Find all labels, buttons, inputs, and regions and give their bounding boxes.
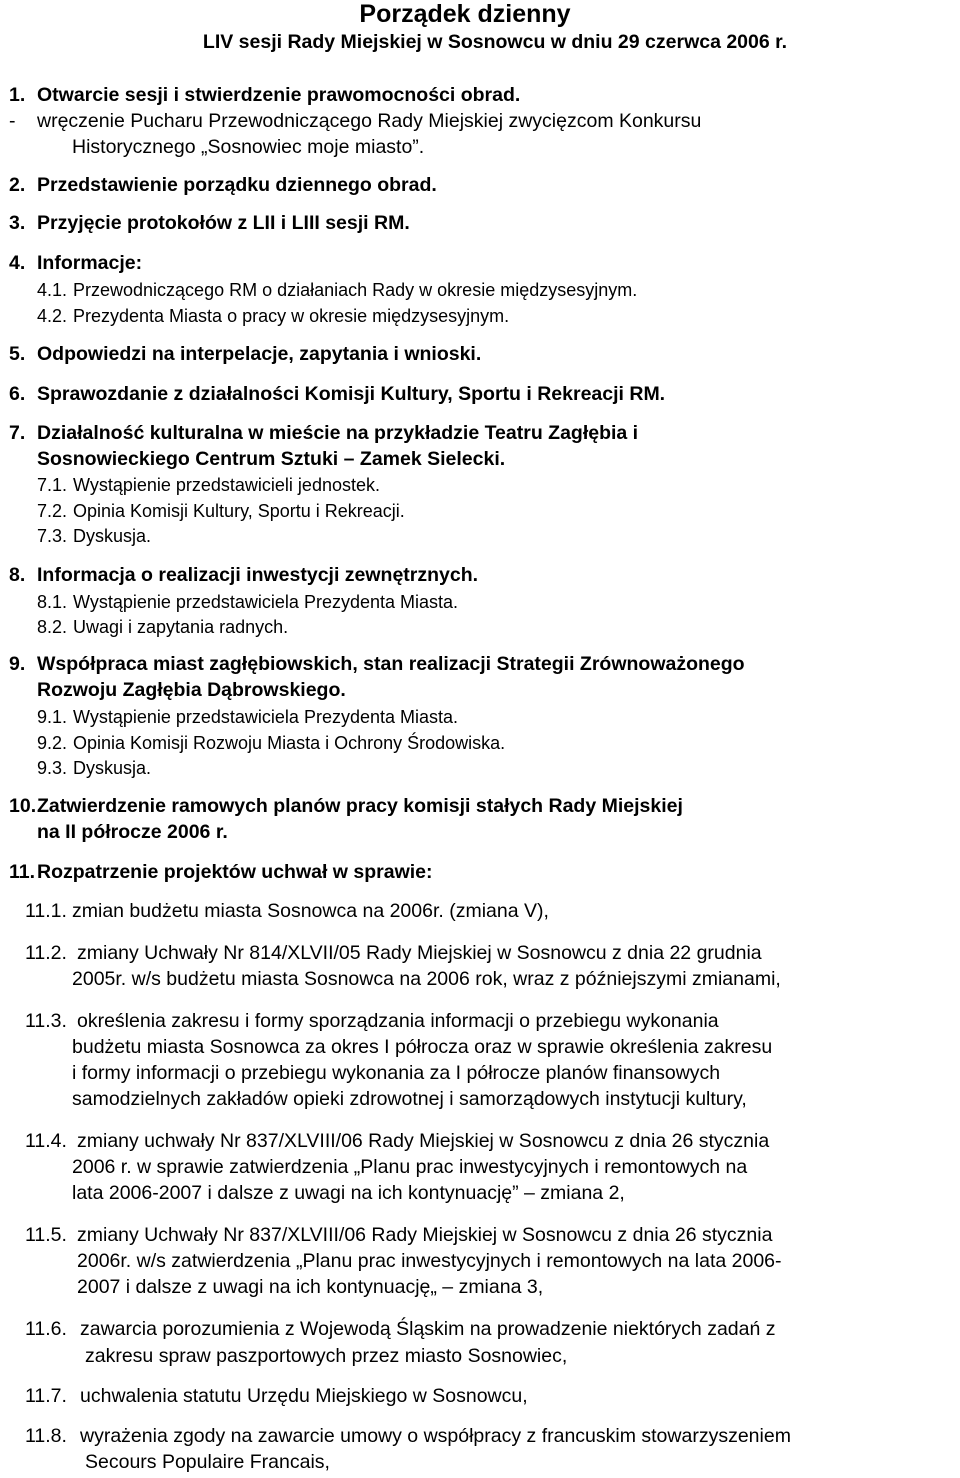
item-7-line-2: Sosnowieckiego Centrum Sztuki – Zamek Sielecki. [37, 448, 506, 470]
item-11-6-line-1: zawarcia porozumienia z Wojewodą Śląskim na prowadzenie niektórych zadań z [80, 1318, 776, 1340]
item-7-1-text: Wystąpienie przedstawicieli jednostek. [73, 475, 380, 495]
item-10-number: 10. [9, 795, 37, 817]
item-6-number: 6. [9, 383, 26, 405]
item-11-5-number: 11.5. [25, 1224, 67, 1246]
item-8-1-number: 8.1. [37, 592, 68, 612]
item-8-text: Informacja o realizacji inwestycji zewnętrznych. [37, 564, 479, 586]
item-3-text: Przyjęcie protokołów z LII i LIII sesji RM. [37, 212, 410, 234]
item-10-line-1: Zatwierdzenie ramowych planów pracy komisji stałych Rady Miejskiej [37, 795, 683, 817]
item-1-dash: - [9, 110, 16, 132]
item-7-number: 7. [9, 422, 26, 444]
item-11-1-text: zmian budżetu miasta Sosnowca na 2006r. (zmiana V), [72, 900, 549, 922]
item-4-1-number: 4.1. [37, 280, 68, 300]
item-11-3-number: 11.3. [25, 1010, 67, 1032]
item-9-3-number: 9.3. [37, 758, 68, 778]
item-8-2-text: Uwagi i zapytania radnych. [73, 617, 289, 637]
item-11-8-line-1: wyrażenia zgody na zawarcie umowy o współpracy z francuskim stowarzyszeniem [80, 1425, 791, 1447]
item-11-4-line-1: zmiany uchwały Nr 837/XLVIII/06 Rady Miejskiej w Sosnowcu z dnia 26 stycznia [77, 1130, 770, 1152]
item-8-1-text: Wystąpienie przedstawiciela Prezydenta Miasta. [73, 592, 459, 612]
item-1-sub-line-2: Historycznego „Sosnowiec moje miasto”. [72, 136, 425, 158]
item-2-number: 2. [9, 174, 26, 196]
item-1-number: 1. [9, 84, 26, 106]
item-9-1-number: 9.1. [37, 707, 68, 727]
item-7-line-1: Działalność kulturalna w mieście na przykładzie Teatru Zagłębia i [37, 422, 639, 444]
item-9-line-1: Współpraca miast zagłębiowskich, stan realizacji Strategii Zrównoważonego [37, 653, 745, 675]
item-11-7-number: 11.7. [25, 1385, 67, 1407]
item-11-5-line-2: 2006r. w/s zatwierdzenia „Planu prac inwestycyjnych i remontowych na lata 2006- [77, 1250, 782, 1272]
item-8-number: 8. [9, 564, 26, 586]
item-11-4-number: 11.4. [25, 1130, 67, 1152]
item-6-text: Sprawozdanie z działalności Komisji Kultury, Sportu i Rekreacji RM. [37, 383, 666, 405]
item-11-4-line-2: 2006 r. w sprawie zatwierdzenia „Planu prac inwestycyjnych i remontowych na [72, 1156, 748, 1178]
item-5-text: Odpowiedzi na interpelacje, zapytania i wnioski. [37, 343, 482, 365]
item-11-3-line-4: samodzielnych zakładów opieki zdrowotnej i samorządowych instytucji kultury, [72, 1088, 747, 1110]
item-5-number: 5. [9, 343, 26, 365]
item-10-line-2: na II półrocze 2006 r. [37, 821, 228, 843]
item-11-5-line-3: 2007 i dalsze z uwagi na ich kontynuację„ – zmiana 3, [77, 1276, 544, 1298]
item-11-text: Rozpatrzenie projektów uchwał w sprawie: [37, 861, 433, 883]
item-8-2-number: 8.2. [37, 617, 68, 637]
item-7-3-text: Dyskusja. [73, 526, 152, 546]
item-3-number: 3. [9, 212, 26, 234]
item-11-1-number: 11.1. [25, 900, 67, 922]
item-11-2-line-2: 2005r. w/s budżetu miasta Sosnowca na 2006 rok, wraz z późniejszymi zmianami, [72, 968, 781, 990]
item-11-8-line-2: Secours Populaire Francais, [85, 1451, 330, 1473]
item-11-2-number: 11.2. [25, 942, 67, 964]
item-11-7-text: uchwalenia statutu Urzędu Miejskiego w Sosnowcu, [80, 1385, 528, 1407]
item-11-number: 11. [9, 861, 36, 883]
item-7-2-text: Opinia Komisji Kultury, Sportu i Rekreacji. [73, 501, 405, 521]
item-11-3-line-3: i formy informacji o przebiegu wykonania za I półrocze planów finansowych [72, 1062, 721, 1084]
item-7-3-number: 7.3. [37, 526, 68, 546]
item-11-6-line-2: zakresu spraw paszportowych przez miasto Sosnowiec, [85, 1345, 568, 1367]
item-2-text: Przedstawienie porządku dziennego obrad. [37, 174, 437, 196]
item-11-3-line-1: określenia zakresu i formy sporządzania informacji o przebiegu wykonania [77, 1010, 719, 1032]
item-4-2-number: 4.2. [37, 306, 68, 326]
item-7-1-number: 7.1. [37, 475, 68, 495]
item-9-number: 9. [9, 653, 26, 675]
item-7-2-number: 7.2. [37, 501, 68, 521]
item-4-2-text: Prezydenta Miasta o pracy w okresie międzysesyjnym. [73, 306, 510, 326]
item-9-3-text: Dyskusja. [73, 758, 152, 778]
item-11-4-line-3: lata 2006-2007 i dalsze z uwagi na ich kontynuację” – zmiana 2, [72, 1182, 625, 1204]
item-4-text: Informacje: [37, 252, 143, 274]
page-title: Porządek dzienny [359, 0, 571, 28]
item-11-5-line-1: zmiany Uchwały Nr 837/XLVIII/06 Rady Miejskiej w Sosnowcu z dnia 26 stycznia [77, 1224, 773, 1246]
item-11-8-number: 11.8. [25, 1425, 67, 1447]
item-11-6-number: 11.6. [25, 1318, 67, 1340]
item-9-1-text: Wystąpienie przedstawiciela Prezydenta Miasta. [73, 707, 459, 727]
page-subtitle: LIV sesji Rady Miejskiej w Sosnowcu w dniu 29 czerwca 2006 r. [202, 31, 788, 53]
item-1-sub-line-1: wręczenie Pucharu Przewodniczącego Rady Miejskiej zwycięzcom Konkursu [37, 110, 702, 132]
item-4-number: 4. [9, 252, 26, 274]
item-9-line-2: Rozwoju Zagłębia Dąbrowskiego. [37, 679, 346, 701]
item-9-2-text: Opinia Komisji Rozwoju Miasta i Ochrony Środowiska. [73, 733, 506, 753]
item-9-2-number: 9.2. [37, 733, 68, 753]
item-11-2-line-1: zmiany Uchwały Nr 814/XLVII/05 Rady Miejskiej w Sosnowcu z dnia 22 grudnia [77, 942, 762, 964]
item-1-text: Otwarcie sesji i stwierdzenie prawomocności obrad. [37, 84, 521, 106]
item-4-1-text: Przewodniczącego RM o działaniach Rady w okresie międzysesyjnym. [73, 280, 638, 300]
item-11-3-line-2: budżetu miasta Sosnowca za okres I półrocza oraz w sprawie określenia zakresu [72, 1036, 773, 1058]
